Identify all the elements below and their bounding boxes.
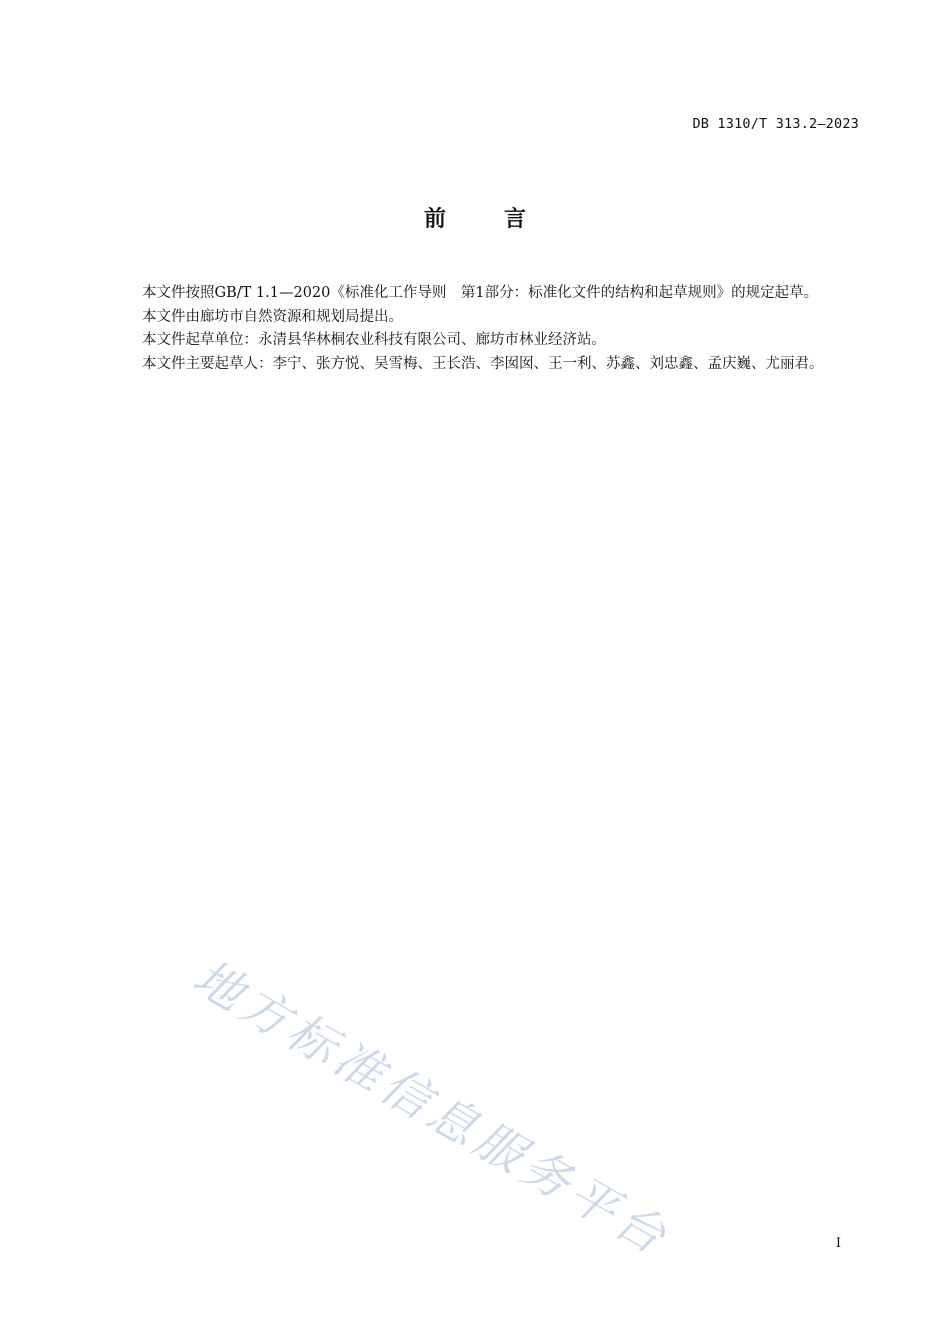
foreword-body [113,282,861,376]
paragraph-drafting-rules: 本文件按照GB/T 1.1—2020《标准化工作导则 第1部分：标准化文件的结构和起草规则》的规定起草。 [142,285,819,301]
document-code: DB 1310/T 313.2—2023 [692,116,859,132]
paragraph-drafting-units: 本文件起草单位：永清县华林桐农业科技有限公司、廊坊市林业经济站。 [142,332,606,348]
watermark: 地方标准信息服务平台 [183,949,680,1268]
page-number: I [835,1236,841,1251]
paragraph-proposer: 本文件由廊坊市自然资源和规划局提出。 [142,308,403,325]
section-title: 前言 [423,207,584,232]
paragraph-drafters: 本文件主要起草人：李宁、张方悦、吴雪梅、王长浩、李囡囡、王一利、苏鑫、刘忠鑫、孟庆巍、尤丽君。 [142,355,824,372]
